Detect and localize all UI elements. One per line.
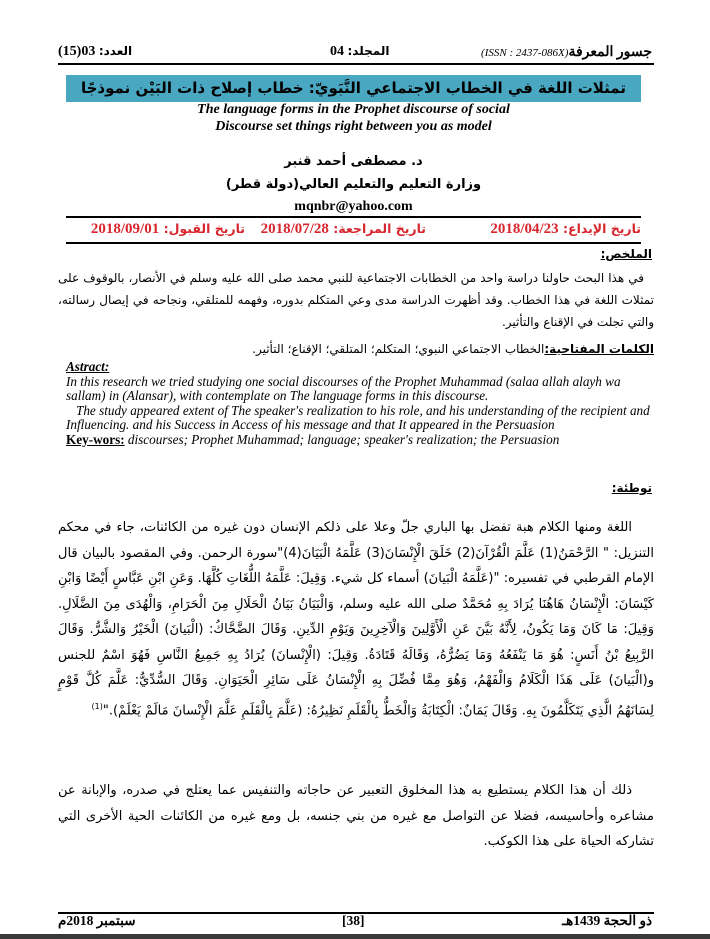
volume-number: 04 [330, 44, 344, 59]
english-abstract [66, 360, 656, 447]
footnote-reference[interactable]: (1) [91, 701, 103, 711]
issue-label: العدد: [98, 44, 133, 58]
dates-top-divider [66, 216, 641, 218]
arabic-abstract-body: في هذا البحث حاولنا دراسة واحد من الخطابات الاجتماعية للنبي محمد صلى الله عليه وسلم في الأنصار، بالوقوف على تمثلات اللغة في هذا الخطاب. وقد أظهرت الدراسة مدى وعي المتكلم بدوره، وفهمه للمتلقي، ونجاحه في إيصال رسالته، والتي تجلت في الإقناع والتأثير. [58, 271, 654, 329]
submitted-value: 2018/04/23 [490, 221, 559, 237]
arabic-keywords-label: الكلمات المفتاحية: [544, 342, 654, 356]
arabic-title: تمثلات اللغة في الخطاب الاجتماعي النَّبَويّ: خطاب إصلاح ذات البَيْن نموذجًا [80, 79, 626, 97]
bottom-edge [0, 934, 710, 939]
english-title-line2: Discourse set things right between you as model [215, 119, 492, 134]
english-abstract-heading: Astract: [66, 359, 110, 374]
arabic-title-bar [66, 75, 641, 102]
issue-number: 03(15) [58, 44, 96, 59]
page-number: [38] [342, 913, 365, 928]
intro-paragraph-2-text: ذلك أن هذا الكلام يستطيع به هذا المخلوق التعبير عن حاجاته والتنفيس عما يعتلج في صدره، والإبانة عن مشاعره وأحاسيسه، فضلا عن التواصل مع غيره من بني جنسه، بل ومع غيره من الكائنات الحية الأخرى التي تشاركه الحياة على هذا الكوكب. [58, 783, 654, 849]
accepted-value: 2018/09/01 [90, 221, 160, 237]
footer-gregorian-date: سبتمبر 2018م [58, 913, 136, 928]
english-keywords [66, 433, 656, 448]
english-keywords-value: discourses; Prophet Muhammad; language; speaker's realization; the Persuasion [127, 431, 560, 447]
header-divider [58, 63, 654, 65]
issn: (ISSN : 2437-086X) [481, 47, 569, 59]
english-keywords-label: Key-wors: [66, 431, 125, 447]
intro-heading: توطئة: [611, 481, 652, 495]
arabic-abstract-heading: الملخص: [600, 247, 652, 261]
accepted-date [91, 221, 245, 238]
arabic-abstract-text [58, 267, 654, 333]
reviewed-label: تاريخ المراجعة: [333, 221, 426, 236]
submitted-date [490, 221, 641, 238]
english-abstract-line2: The study appeared extent of The speaker's realization to his role, and his understanding of the recipient and Influencing. and his Success in Access of his message and that It appeared in the Persuasion [66, 402, 650, 432]
intro-paragraph-2 [58, 778, 654, 855]
reviewed-value: 2018/07/28 [260, 221, 329, 237]
volume [330, 44, 389, 60]
author-email[interactable]: mqnbr@yahoo.com [294, 199, 413, 214]
arabic-keywords [58, 338, 654, 360]
journal-name [481, 44, 652, 61]
accepted-label: تاريخ القبول: [163, 221, 245, 236]
submitted-label: تاريخ الإيداع: [563, 221, 641, 236]
dates-bottom-divider [66, 242, 641, 244]
intro-paragraph-1 [58, 515, 654, 723]
arabic-keywords-value: الخطاب الاجتماعي النبوي؛ المتكلم؛ المتلقي؛ الإقناع؛ التأثير. [252, 342, 545, 356]
footer-hijri-date: ذو الحجة 1439هـ [562, 913, 652, 928]
journal-title: جسور المعرفة [568, 45, 652, 60]
english-title-line1: The language forms in the Prophet discourse of social [197, 102, 510, 117]
english-abstract-line1: In this research we tried studying one social discourses of the Prophet Muhammad (salaa allah alayh wa sallam) in (Alansar), with contemplate on The language forms in this discourse. [66, 373, 621, 403]
volume-label: المجلد: [347, 44, 390, 58]
issue [58, 44, 132, 60]
reviewed-date [261, 221, 426, 238]
author-name: د. مصطفى أحمد قنبر [284, 154, 423, 169]
intro-paragraph-1-text: اللغة ومنها الكلام هبة تفضل بها الباري جلّ وعلا على ذلكم الإنسان دون غيره من الكائنات، جاء في محكم التنزيل: " الرَّحْمَنُ(1) عَلَّمَ الْقُرْآنَ(2) خَلَقَ الْإِنْسَانَ(3) عَلَّمَهُ الْبَيَانَ(4)"سورة الرحمن. وفي المقصود بالبيان قال الإمام القرطبي في تفسيره: "(عَلَّمَهُ الْبَيانَ) أسماء كل شيء. وَقِيلَ: عَلَّمَهُ اللُّغَاتِ كُلَّهَا. وَعَنِ ابْنِ عَبَّاسٍ أَيْضًا وَابْنِ كَيْسَانَ: الْإِنْسَانُ هَاهُنَا يُرَادَ بِهِ مُحَمَّدٌ صلى الله عليه وسلم، وَالْبَيَانُ بَيَانُ الْحَلَالِ مِنَ الْحَرَامِ، وَالْهُدَى مِنَ الضَّلَالِ. وَقِيلَ: مَا كَانَ وَمَا يَكُونُ، لِأَنَّهُ بَيَّنَ عَنِ الْأَوَّلِينَ وَالْآخِرِينَ وَيَوْمِ الدِّينِ. وَقَالَ الضَّحَّاكُ: (الْبَيانَ) الْخَيْرُ وَالشَّرُّ. وَقَالَ الرَّبِيعُ بْنُ أَنَسٍ: هُوَ مَا يَنْفَعُهُ وَمَا يَضُرُّهُ، وَقَالَهُ قَتَادَةُ. وَقِيلَ: (الْإِنْسانَ) يُرَادُ بِهِ جَمِيعُ النَّاسِ فَهُوَ اسْمٌ للجنس و(الْبَيانَ) عَلَى هَذَا الْكَلَامُ وَالْفَهْمُ، وَهُوَ مِمَّا فُضِّلَ بِهِ الْإِنْسَانُ عَلَى سَائِرِ الْحَيَوَانِ. وَقَالَ السُّدِّيُّ: عَلَّمَ كُلَّ قَوْمٍ لِسَانَهُمُ الَّذِي يَتَكَلَّمُونَ بِهِ. وَقَالَ يَمَانٌ: الْكِتَابَةُ وَالْخَطُّ بِالْقَلَمِ نَظِيرُهُ: (عَلَّمَ بِالْقَلَمِ عَلَّمَ الْإِنْسانَ مَالَمْ يَعْلَمْ)." [58, 520, 654, 718]
author-affiliation: وزارة التعليم والتعليم العالي(دولة قطر) [225, 177, 482, 192]
